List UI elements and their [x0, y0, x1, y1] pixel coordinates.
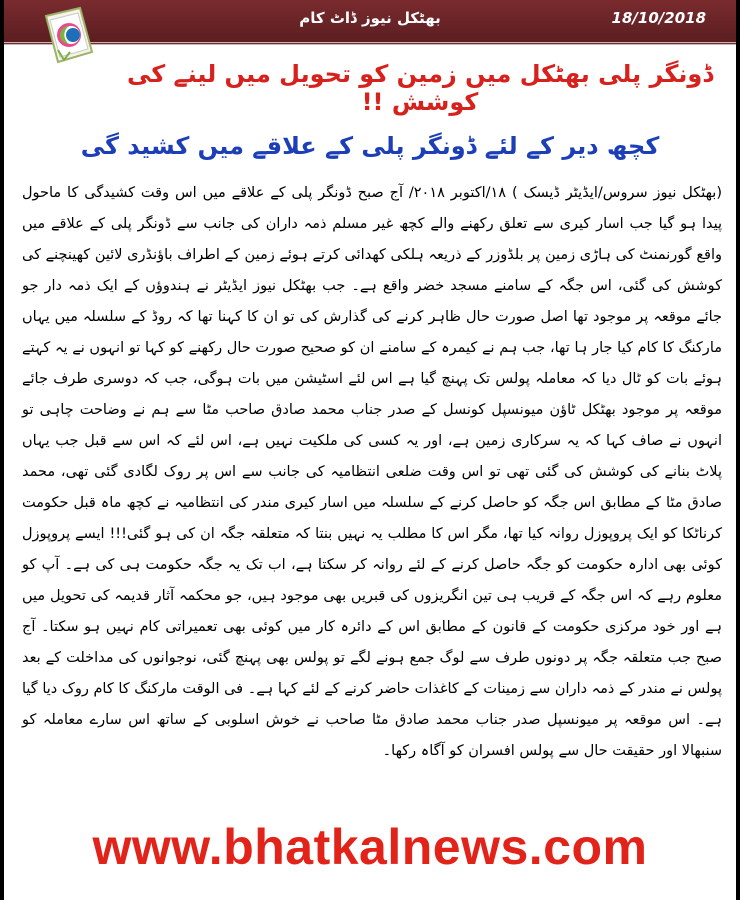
site-logo: [40, 6, 98, 68]
headline: ڈونگر پلی بھٹکل میں زمین کو تحویل میں لینے کی کوشش !!: [126, 60, 714, 116]
subheadline: کچھ دیر کے لئے ڈونگر پلی کے علاقے میں کشید گی: [80, 132, 660, 160]
website-link[interactable]: www.bhatkalnews.com: [92, 819, 648, 875]
logo-icon: [40, 6, 98, 68]
article-body: [22, 178, 722, 767]
site-title: بھٹکل نیوز ڈاٹ کام: [299, 9, 441, 27]
article-paragraph: (بھٹکل نیوز سروس/ایڈیٹر ڈیسک ) ۱۸/اکتوبر ۲۰۱۸/ آج صبح ڈونگر پلی کے علاقے میں اس وقت کشیدگی کا ماحول پیدا ہو گیا جب اسار کیری سے تعلق رکھنے والے کچھ غیر مسلم ذمہ داران کی جانب سے ڈونگر پلی کے علاقے میں واقع گورنمنٹ کی ہاڑی زمین پر بلڈوزر کے ذریعہ ہلکی کھدائی کرتے ہوئے زمین کے اطراف باؤنڈری لائین کھینچنے کی کوشش کی گئی، اس جگہ کے سامنے مسجد خضر واقع ہے۔ جب بھٹکل نیوز ایڈیٹر نے ہندوؤں کے ایک ذمہ دار جو جائے موقعہ پر موجود تھا اصل صورت حال ظاہر کرنے کی گذارش کی تو ان کا کہنا تھا کہ روڈ کے سلسلہ میں یہاں مارکنگ کا کام کیا جار ہا تھا، جب ہم نے کیمرہ کے سامنے ان کو صحیح صورت حال رکھنے کو کہا تو انہوں نے یہ کہتے ہوئے بات کو ٹال دیا کہ معاملہ پولس تک پہنچ گیا ہے اس لئے اسٹیشن میں بات ہوگی، جب کہ دوسری طرف جائے موقعہ پر موجود بھٹکل ٹاؤن میونسپل کونسل کے صدر جناب محمد صادق صاحب مٹا سے ہم نے وضاحت چاہی تو انہوں نے صاف کہا کہ یہ سرکاری زمین ہے، اور یہ کسی کی ملکیت نہیں ہے، اس لئے کہ اس سے قبل جب یہاں پلاٹ بنانے کی کوشش کی گئی تھی تو اس وقت ضلعی انتظامیہ کی جانب سے اس پر روک لگادی گئی تھی، محمد صادق مٹا کے مطابق اس جگہ کو حاصل کرنے کے سلسلہ میں اسار کیری مندر کی انتظامیہ نے کچھ ماہ قبل حکومت کرناٹکا کو ایک پروپوزل روانہ کیا تھا، مگر اس کا مطلب یہ نہیں بنتا کہ متعلقہ جگہ ان کی ہو گئی!!! ایسے پروپوزل کوئی بھی ادارہ حکومت کو جگہ حاصل کرنے کے لئے روانہ کر سکتا ہے، اب تک یہ جگہ حکومت ہی کی ہے۔ آپ کو معلوم رہے کہ اس جگہ کے قریب ہی تین انگریزوں کی قبریں بھی موجود ہیں، جو محکمہ آثار قدیمہ کی تحویل میں ہے اور خود مرکزی حکومت کے قانون کے مطابق اس کے دائرہ کار میں کوئی بھی تعمیراتی کام نہیں ہو سکتا۔ آج صبح جب متعلقہ جگہ پر دونوں طرف سے لوگ جمع ہونے لگے تو پولس بھی پہنچ گئی، نوجوانوں کی مداخلت کے بعد پولس نے مندر کے ذمہ داران سے زمینات کے کاغذات حاضر کرنے کے لئے کہا ہے۔ فی الوقت مارکنگ کا کام روک دیا گیا ہے۔ اس موقعہ پر میونسپل صدر جناب محمد صادق مٹا صاحب نے خوش اسلوبی کے ساتھ اس سارے معاملہ کو سنبھالا اور حقیقت حال سے پولس افسران کو آگاہ رکھا۔: [22, 185, 722, 759]
header-bar: [4, 0, 736, 45]
publish-date: 18/10/2018: [611, 9, 706, 27]
